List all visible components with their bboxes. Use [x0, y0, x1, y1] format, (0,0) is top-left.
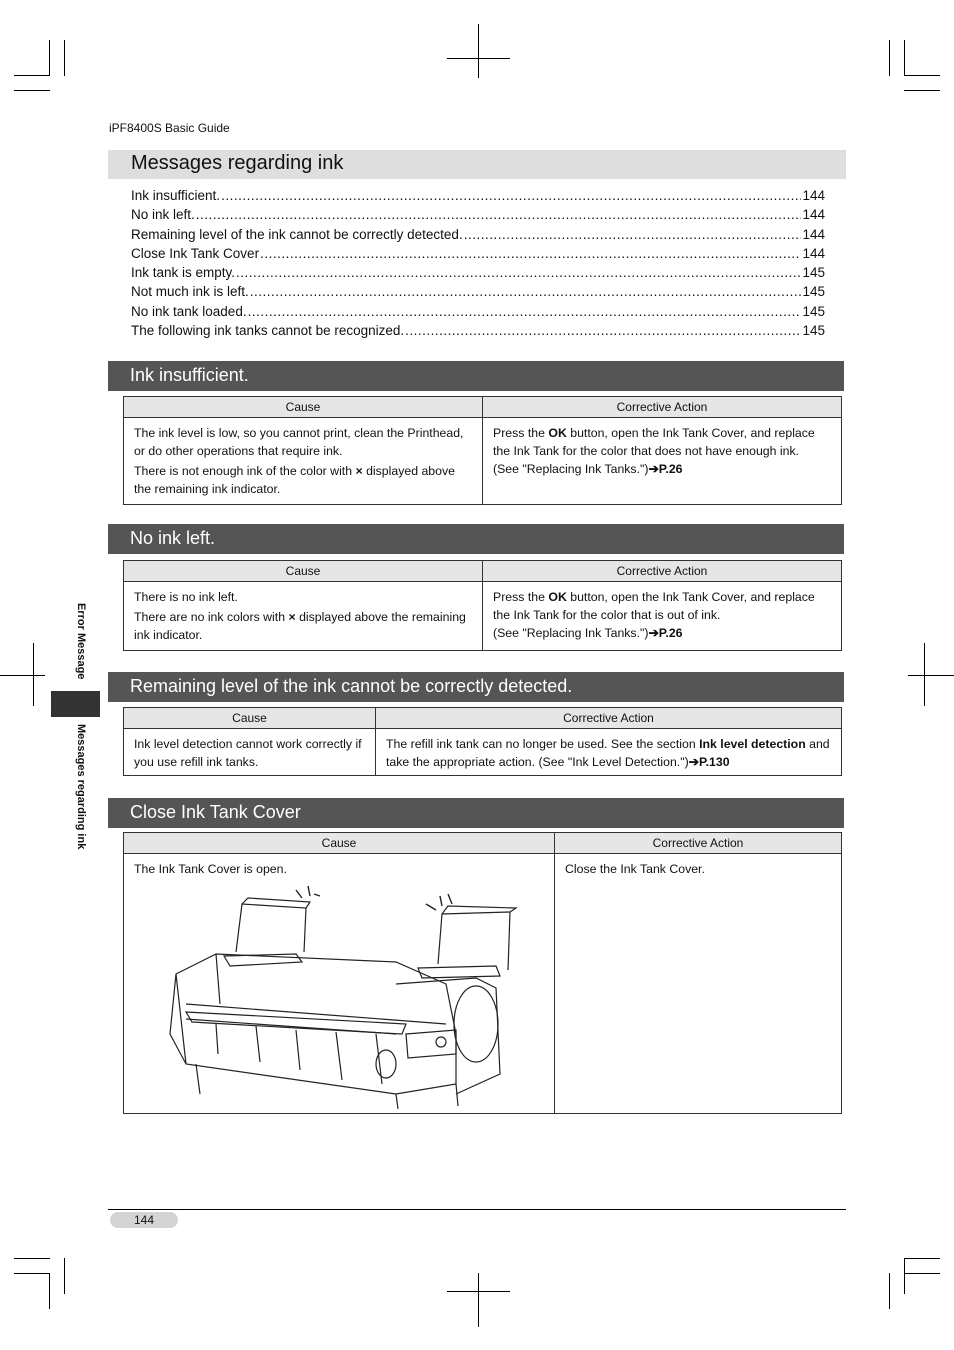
action-cell: The refill ink tank can no longer be used. See the section Ink level detection and take the appropriate action. (See "Ink Level Detection.")➔P.130: [376, 729, 842, 776]
no-ink-left-table: [123, 560, 842, 651]
toc-item[interactable]: [131, 304, 825, 323]
action-header: Corrective Action: [483, 561, 842, 582]
toc-item[interactable]: [131, 246, 825, 265]
toc-item[interactable]: [131, 284, 825, 303]
action-cell: Press the OK button, open the Ink Tank Cover, and replace the Ink Tank for the color that does not have enough ink. (See "Replacing Ink Tanks.")➔P.26: [483, 418, 842, 505]
toc-item[interactable]: [131, 227, 825, 246]
toc-item[interactable]: [131, 265, 825, 284]
action-header: Corrective Action: [376, 708, 842, 729]
section-heading-no-ink-left: No ink left.: [108, 524, 844, 554]
toc-page: 144: [802, 207, 825, 223]
cause-cell: Ink level detection cannot work correctly if you use refill ink tanks.: [124, 729, 376, 776]
action-header: Corrective Action: [483, 397, 842, 418]
remaining-level-table: [123, 707, 842, 776]
toc-label: No ink left.: [131, 207, 195, 223]
toc-label: No ink tank loaded.: [131, 303, 247, 319]
table-of-contents: [131, 188, 825, 342]
close-cover-table: [123, 832, 842, 1114]
section-heading-remaining-level: Remaining level of the ink cannot be correctly detected.: [108, 672, 844, 702]
toc-page: 144: [802, 188, 825, 203]
section-heading-ink-insufficient: Ink insufficient.: [108, 361, 844, 391]
cause-cell: There is no ink left. There are no ink colors with × displayed above the remaining ink indicator.: [124, 582, 483, 651]
side-label-messages-regarding-ink: Messages regarding ink: [75, 724, 87, 850]
toc-page: 145: [802, 284, 825, 300]
cause-header: Cause: [124, 833, 555, 854]
toc-label: The following ink tanks cannot be recognized.: [131, 323, 405, 339]
page-title: Messages regarding ink: [131, 152, 344, 174]
toc-page: 145: [802, 303, 825, 319]
page-reference-link[interactable]: P.26: [658, 626, 683, 640]
chapter-tab-marker: [51, 691, 100, 717]
arrow-right-icon: ➔: [648, 626, 659, 640]
cause-cell: The ink level is low, so you cannot print, clean the Printhead, or do other operations that require ink. There is not enough ink of the color with × displayed above the remaining ink indicator.: [124, 418, 483, 505]
side-label-error-message: Error Message: [75, 603, 87, 680]
toc-label: Ink insufficient.: [131, 188, 221, 203]
toc-page: 145: [802, 323, 825, 339]
printer-illustration: [156, 884, 526, 1109]
guide-title: iPF8400S Basic Guide: [109, 121, 230, 135]
toc-label: Close Ink Tank Cover: [131, 245, 260, 261]
main-heading-bar: [108, 150, 846, 179]
page-reference-link[interactable]: P.130: [698, 755, 730, 769]
cause-cell: The Ink Tank Cover is open.: [124, 854, 555, 1114]
ink-insufficient-table: [123, 396, 842, 505]
cause-header: Cause: [124, 397, 483, 418]
footer-divider: [108, 1209, 846, 1210]
section-heading-close-cover: Close Ink Tank Cover: [108, 798, 844, 828]
toc-page: 144: [802, 245, 825, 261]
page-number: 144: [110, 1212, 178, 1228]
toc-label: Remaining level of the ink cannot be correctly detected.: [131, 226, 463, 242]
arrow-right-icon: ➔: [688, 755, 699, 769]
action-header: Corrective Action: [555, 833, 842, 854]
toc-page: 144: [802, 226, 825, 242]
toc-page: 145: [802, 265, 825, 281]
arrow-right-icon: ➔: [648, 462, 659, 476]
toc-item[interactable]: [131, 323, 825, 342]
toc-item[interactable]: [131, 207, 825, 226]
cause-header: Cause: [124, 561, 483, 582]
toc-label: Not much ink is left.: [131, 284, 249, 300]
cause-header: Cause: [124, 708, 376, 729]
toc-label: Ink tank is empty.: [131, 265, 236, 281]
action-cell: Press the OK button, open the Ink Tank Cover, and replace the Ink Tank for the color that is out of ink. (See "Replacing Ink Tanks.")➔P.26: [483, 582, 842, 651]
toc-item[interactable]: [131, 188, 825, 207]
page-reference-link[interactable]: P.26: [658, 462, 683, 476]
action-cell: Close the Ink Tank Cover.: [555, 854, 842, 1114]
